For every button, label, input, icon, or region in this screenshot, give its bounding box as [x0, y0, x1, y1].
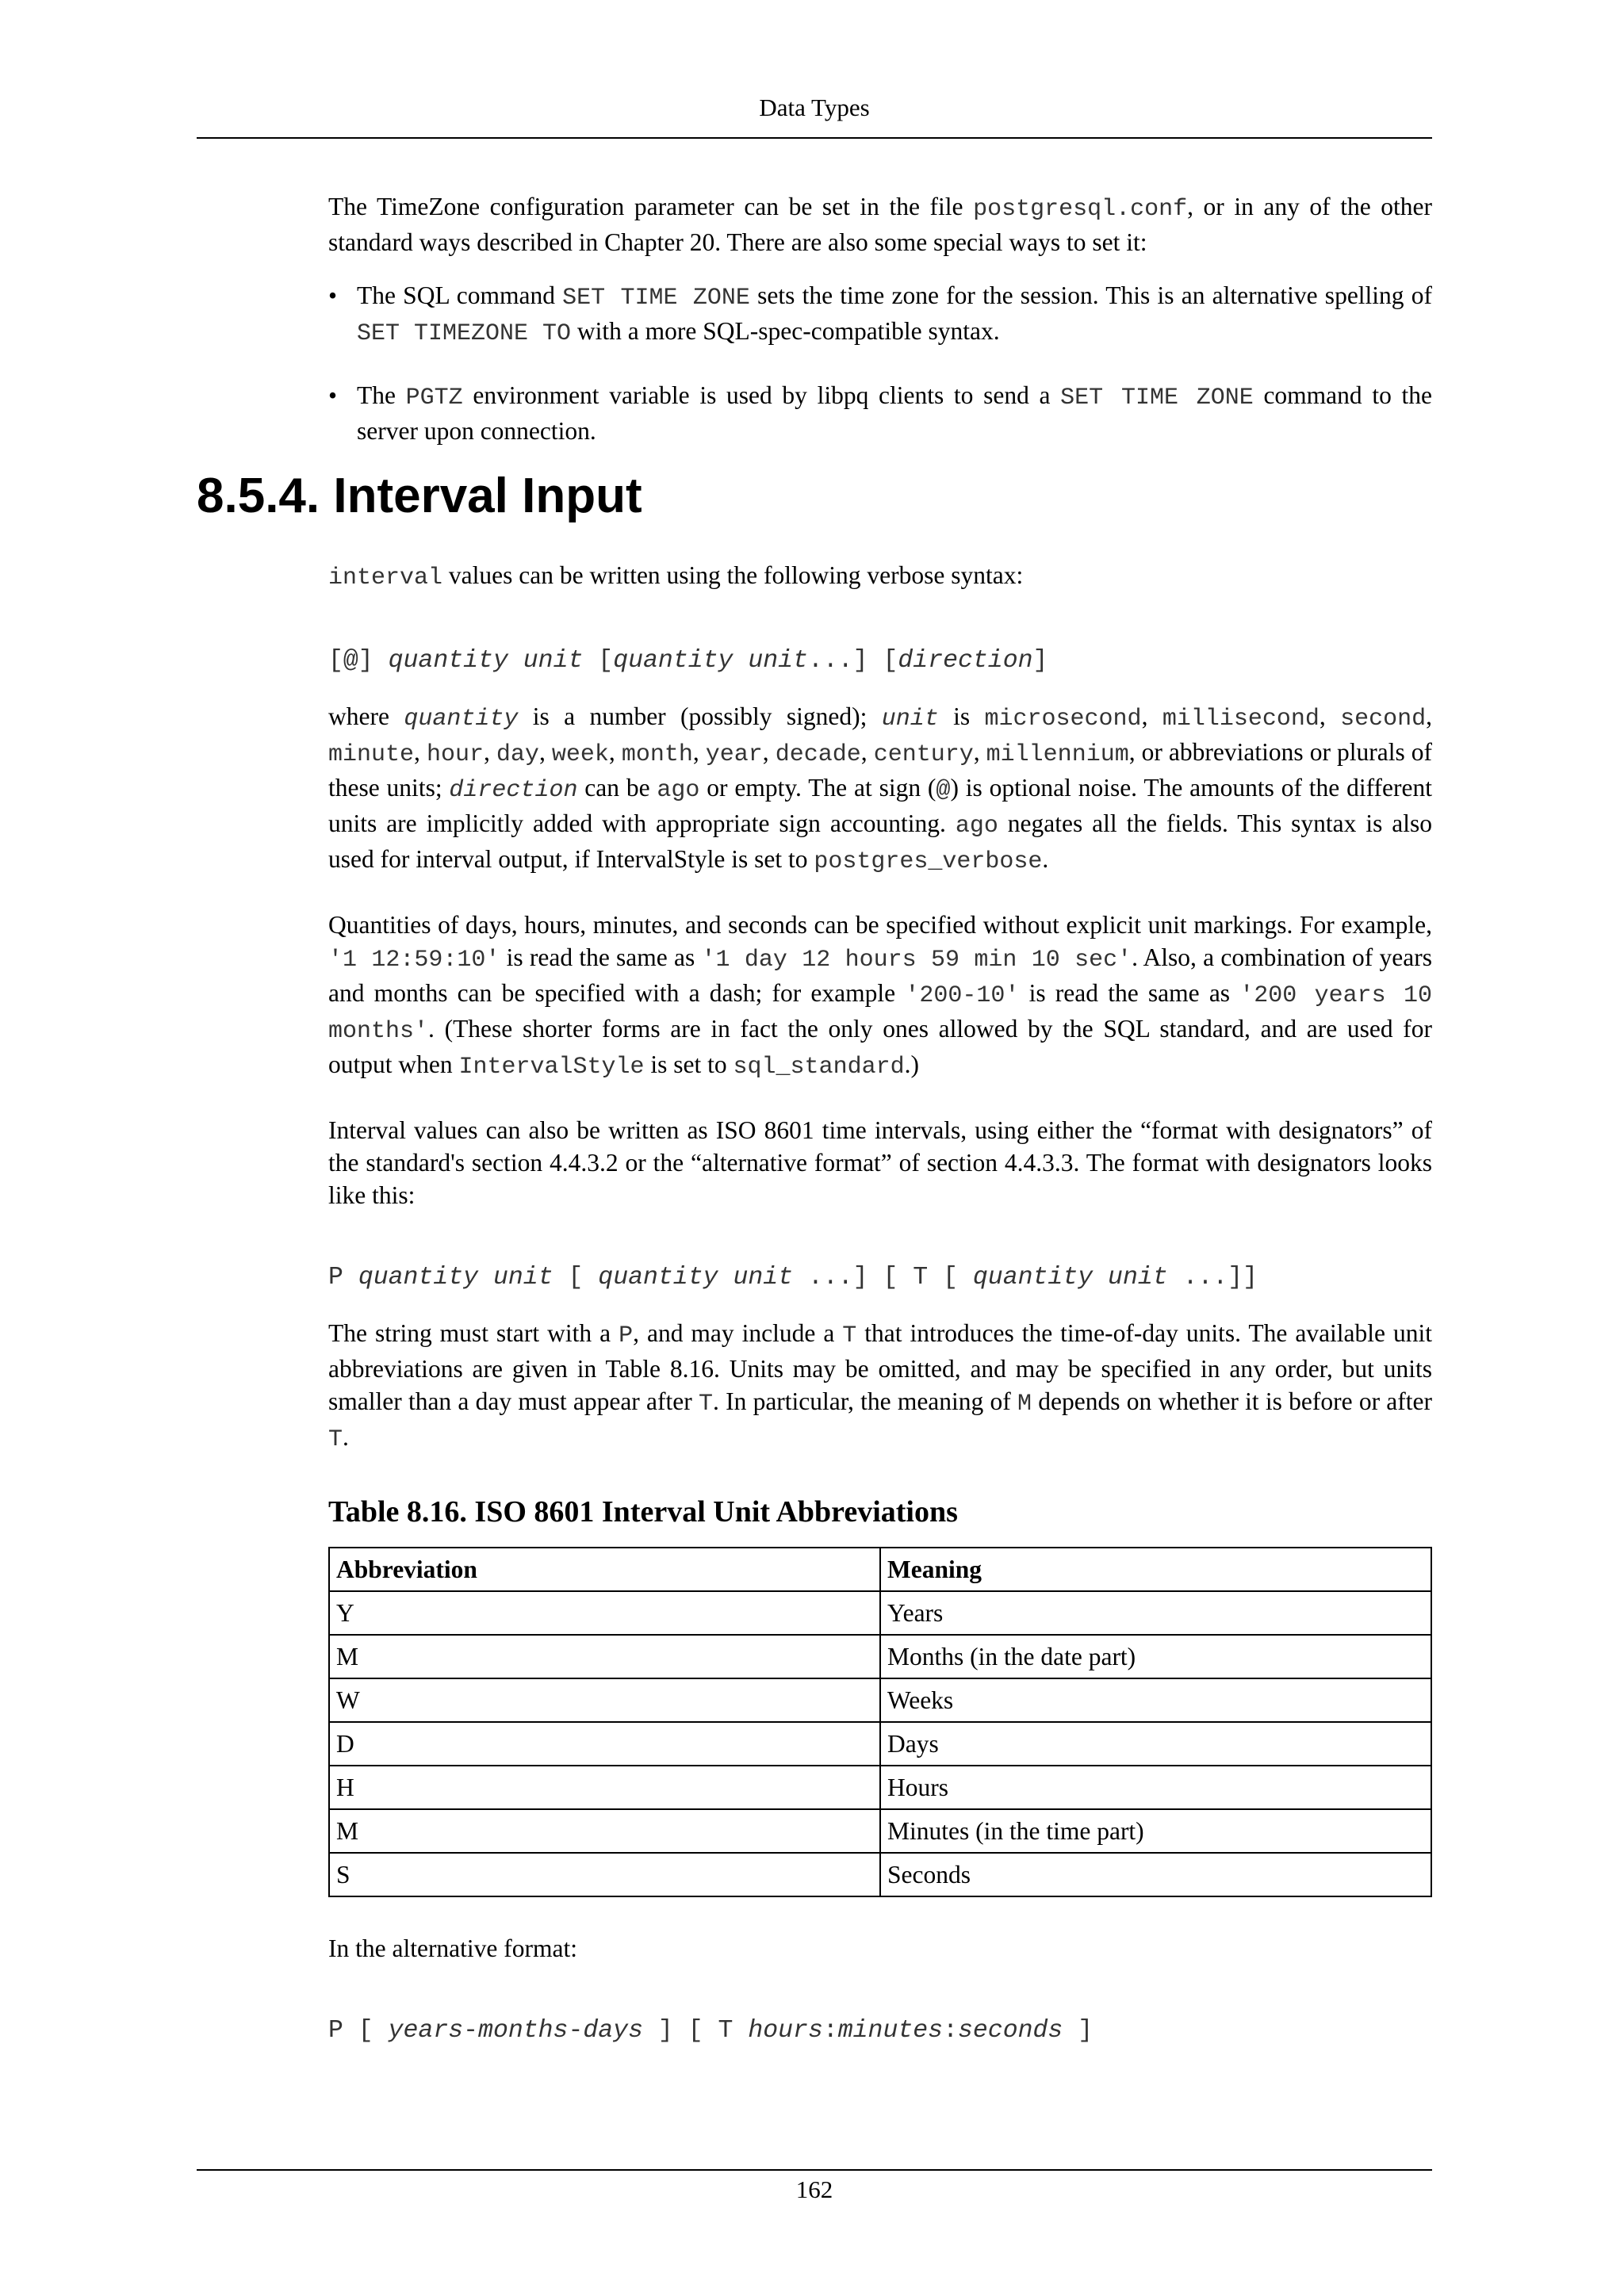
quantities-paragraph: Quantities of days, hours, minutes, and seconds can be specified without explicit unit markings. For example, '1 12:59:10' is read the same as '1 day 12 hours 59 min 10 sec'. Also, a combination of years and months can be specified with a dash; for example '200-10' is read the same as '200 years 10 months'. (These shorter forms are in fact the only ones allowed by the SQL standard, and are used for output when IntervalStyle is set to sql_standard.)	[328, 911, 1433, 1081]
running-head: Data Types	[759, 94, 870, 121]
table-row: M Minutes (in the time part)	[329, 1809, 1431, 1853]
column-header: Meaning	[880, 1548, 1431, 1591]
table-row: S Seconds	[329, 1853, 1431, 1896]
table-row: H Hours	[329, 1766, 1431, 1809]
iso-designator-synopsis: P quantity unit [ quantity unit ...] [ T [ quantity unit ...]]	[328, 1264, 1258, 1292]
footer-rule	[197, 2169, 1432, 2171]
table-title: Table 8.16. ISO 8601 Interval Unit Abbreviations	[328, 1495, 958, 1529]
list-item: • The SQL command SET TIME ZONE sets the time zone for the session. This is an alternative spelling of SET TIMEZONE TO with a more SQL-spec-compatible syntax.	[328, 281, 1433, 347]
verbose-syntax-synopsis: [@] quantity unit [quantity unit...] [direction]	[328, 647, 1048, 675]
iso-alternative-synopsis: P [ years-months-days ] [ T hours:minutes:seconds ]	[328, 2017, 1094, 2045]
table-row: M Months (in the date part)	[329, 1635, 1431, 1678]
table-row: D Days	[329, 1722, 1431, 1766]
page-number: 162	[795, 2175, 833, 2203]
iso-intro-paragraph: Interval values can also be written as ISO 8601 time intervals, using either the “format with designators” of the standard's section 4.4.3.2 or the “alternative format” of section 4.4.3.3. The format with designators looks like this:	[328, 1116, 1432, 1209]
string-paragraph: The string must start with a P, and may include a T that introduces the time-of-day units. The available unit abbreviations are given in Table 8.16. Units may be omitted, and may be specified in any order, but units smaller than a day must appear after T. In particular, the meaning of M depends on whether it is before or after T.	[328, 1319, 1432, 1453]
where-paragraph: where quantity is a number (possibly signed); unit is microsecond, millisecond, second, minute, hour, day, week, month, year, decade, century, millennium, or abbreviations or plurals of these units; direction can be ago or empty. The at sign (@) is optional noise. The amounts of the different units are implicitly added with appropriate sign accounting. ago negates all the fields. This syntax is also used for interval output, if IntervalStyle is set to postgres_verbose.	[328, 702, 1433, 875]
table-header-row	[329, 1548, 1431, 1591]
column-header: Abbreviation	[329, 1548, 880, 1591]
section-title: 8.5.4. Interval Input	[197, 469, 642, 523]
table-row: Y Years	[329, 1591, 1431, 1635]
lead-paragraph: interval values can be written using the following verbose syntax:	[328, 561, 1024, 591]
timezone-paragraph: The TimeZone configuration parameter can be set in the file postgresql.conf, or in any of the other standard ways described in Chapter 20. There are also some special ways to set it:	[328, 193, 1432, 256]
timezone-methods-list	[328, 279, 1432, 447]
iso-unit-table	[328, 1547, 1432, 1897]
table-row: W Weeks	[329, 1678, 1431, 1722]
intro-block	[328, 190, 1432, 447]
header-rule	[197, 137, 1432, 139]
section-body	[328, 559, 1432, 2045]
alternative-format-paragraph: In the alternative format:	[328, 1934, 577, 1962]
list-item: • The PGTZ environment variable is used by libpq clients to send a SET TIME ZONE command to the server upon connection.	[328, 381, 1432, 445]
